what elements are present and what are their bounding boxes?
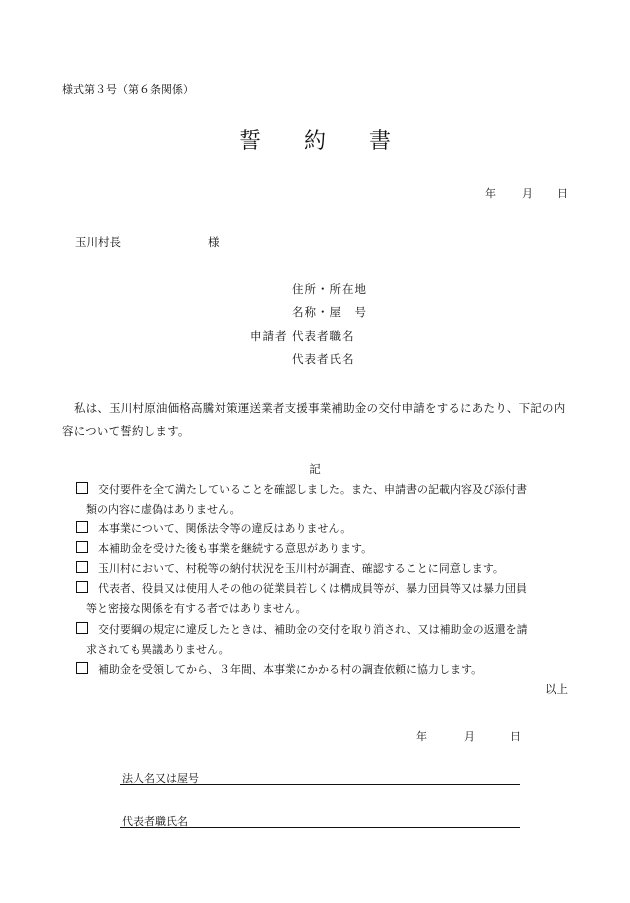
addressee-name: 玉川村長 [75,235,121,249]
checkbox[interactable] [76,541,88,553]
item-text: 本補助金を受けた後も事業を継続する意思があります。 [98,542,373,555]
item-text: 本事業について、関係法令等の違反はありません。 [98,522,352,535]
form-number: 様式第３号（第６条関係） [62,83,194,96]
item-text-continued: 類の内容に虚偽はありません。 [86,503,241,516]
applicant-label: 申請者 [250,329,288,343]
rep-name-line[interactable] [120,827,520,828]
checklist-item [76,480,566,520]
pledge-paragraph: 私は、玉川村原油価格高騰対策運送業者支援事業補助金の交付申請をするにあたり、下記の内容について誓約します。 [62,401,566,438]
item-text: 交付要件を全て満たしていることを確認しました。また、申請書の記載内容及び添付書 [98,483,527,496]
date-top-day: 日 [557,187,568,200]
document-title [0,124,630,155]
item-text: 代表者、役員又は使用人その他の従業員若しくは構成員等が、暴力団員等又は暴力団員 [98,582,527,595]
checklist-item [76,539,566,559]
addressee-honorific: 様 [208,235,220,249]
checkbox[interactable] [76,521,88,533]
corp-name-line[interactable] [120,784,520,785]
title-char-2: 約 [303,129,326,154]
checkbox[interactable] [76,662,88,674]
checklist-item [76,620,566,660]
checklist-item [76,660,566,680]
checklist-item [76,519,566,539]
item-text: 補助金を受領してから、３年間、本事業にかかる村の調査依頼に協力します。 [98,663,483,676]
date-bottom-year: 年 [416,730,427,743]
checklist-item [76,559,566,579]
title-char-1: 誓 [238,129,261,154]
checkbox[interactable] [76,561,88,573]
date-top-month: 月 [522,187,533,200]
applicant-rep-name: 代表者氏名 [292,352,355,366]
date-top-year: 年 [485,187,496,200]
checkbox[interactable] [76,622,88,634]
title-char-3: 書 [369,129,392,154]
rep-name-label: 代表者職氏名 [122,815,188,828]
item-text: 玉川村において、村税等の納付状況を玉川村が調査、確認することに同意します。 [98,562,504,575]
checkbox[interactable] [76,581,88,593]
applicant-trade-name: 名称・屋 号 [292,305,367,319]
applicant-rep-title: 代表者職名 [292,329,355,343]
corp-name-label: 法人名又は屋号 [122,772,199,785]
date-bottom-month: 月 [464,730,475,743]
item-text-continued: 等と密接な関係を有する者ではありません。 [86,602,307,615]
ki-heading: 記 [309,462,321,476]
date-bottom-day: 日 [510,730,521,743]
item-text-continued: 求されても異議ありません。 [86,643,230,656]
checkbox[interactable] [76,482,88,494]
applicant-address: 住所・所在地 [292,282,367,296]
checklist-item [76,579,566,619]
ijo-closing: 以上 [545,682,568,696]
item-text: 交付要綱の規定に違反したときは、補助金の交付を取り消され、又は補助金の返還を請 [98,623,528,636]
